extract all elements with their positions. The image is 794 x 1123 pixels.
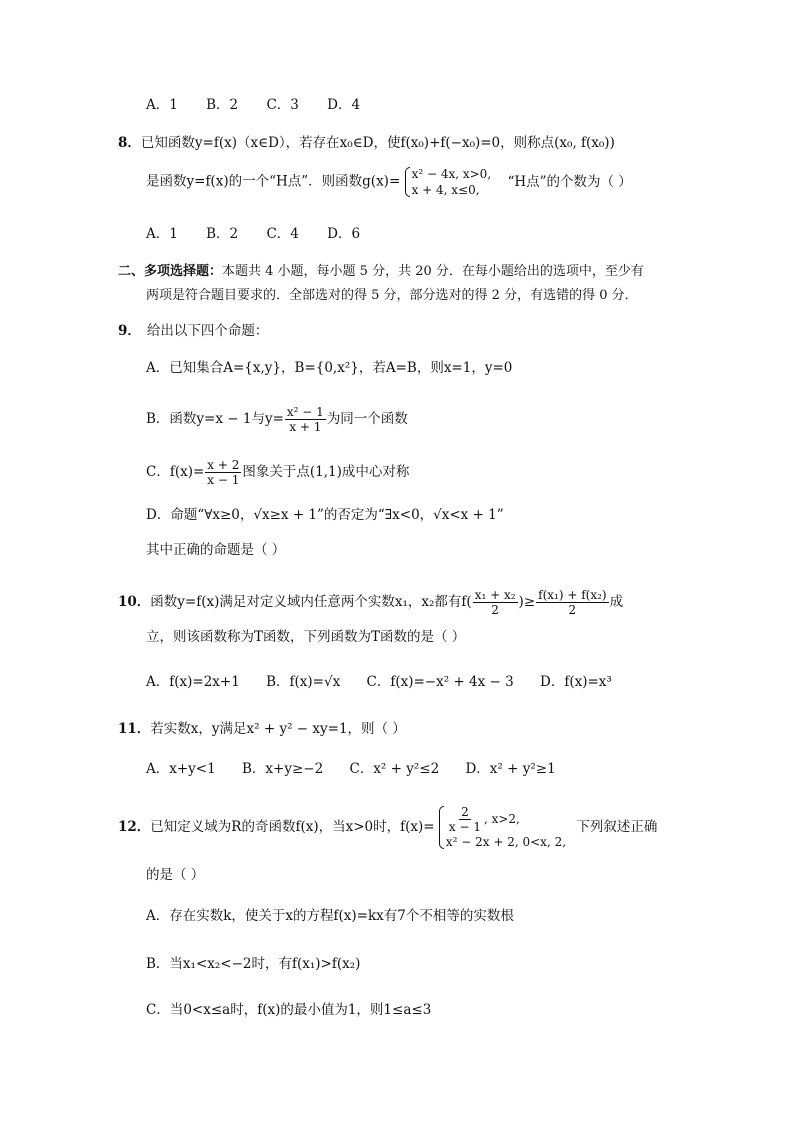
q12-line-1 [118, 805, 657, 850]
q8-piece-b: x + 4, x≤0, [411, 183, 480, 197]
q7-options [146, 96, 384, 114]
q10-rhs-numerator: f(x₁) + f(x₂) [538, 588, 607, 602]
q8-piece-a: x² − 4x, x>0, [411, 167, 492, 181]
q8-option-c: C．4 [266, 226, 299, 242]
q8-options [146, 225, 384, 243]
q11-option-b: B．x+y≥−2 [242, 761, 324, 777]
q9-option-b-start: B．函数y=x − 1与y= [146, 411, 284, 427]
section2-line-1 [118, 263, 644, 281]
q11-number: 11． [118, 721, 151, 737]
q9-option-a-text: A．已知集合A={x,y}，B={0,x²}，若A=B，则x=1，y=0 [146, 360, 513, 376]
q9-option-c-fraction [205, 458, 241, 487]
q12-number: 12． [118, 819, 151, 835]
q9-tail [146, 541, 285, 559]
q10-stem-line-2: 立，则该函数称为T函数，下列函数为T函数的是（ ） [146, 629, 466, 645]
q12-option-c [146, 1001, 431, 1019]
q11-option-d: D．x² + y²≥1 [465, 761, 556, 777]
q8-option-a: A．1 [146, 226, 178, 242]
q10-line-2 [146, 628, 465, 646]
q12-line-2 [146, 866, 204, 884]
q7-option-c: C．3 [266, 97, 299, 113]
section2-instructions-1: 本题共 4 小题，每小题 5 分，共 20 分．在每小题给出的选项中，至少有 [222, 264, 644, 279]
q8-stem-line-2: 是函数y=f(x)的一个“H点”．则函数g(x)= [146, 173, 401, 190]
q11-stem-line [118, 720, 406, 738]
q9-option-d-text: D．命题“∀x≥0，√x≥x + 1”的否定为“∃x<0，√x<x + 1” [146, 507, 504, 523]
q9-option-c [146, 458, 409, 487]
q8-stem-line-2-end: “H点”的个数为（ ） [507, 173, 632, 190]
q10-stem-start: 函数y=f(x)满足对定义域内任意两个实数x₁，x₂都有f( [150, 594, 472, 610]
q10-options [146, 673, 612, 691]
q12-option-a-text: A．存在实数k，使关于x的方程f(x)=kx有7个不相等的实数根 [146, 908, 514, 924]
q8-option-d: D．6 [327, 226, 361, 242]
q10-inequality: )≥ [518, 594, 536, 610]
q12-stem-end: 下列叙述正确 [576, 819, 658, 835]
q9-stem: 给出以下四个命题： [146, 323, 269, 339]
q8-number: 8． [118, 135, 141, 151]
q9-option-a [146, 359, 512, 377]
q10-stem-end: 成 [609, 594, 624, 610]
q12-option-c-text: C．当0<x≤a时，f(x)的最小值为1，则1≤a≤3 [146, 1002, 432, 1018]
q9-option-c-numerator: x + 2 [207, 458, 240, 472]
q9-option-b [146, 405, 408, 434]
q9-option-d [146, 506, 504, 524]
q12-stem-line-2: 的是（ ） [146, 867, 205, 883]
q9-option-c-start: C．f(x)= [146, 464, 205, 480]
q12-stem-start: 已知定义域为R的奇函数f(x)，当x>0时，f(x)= [150, 819, 435, 835]
q12-option-b [146, 955, 360, 973]
q10-lhs-fraction [473, 588, 518, 617]
q12-piece-a-fraction [447, 805, 483, 834]
q12-piece-b: x² − 2x + 2, 0<x, 2, [445, 835, 567, 849]
q11-options [146, 760, 556, 778]
section2-instructions-2: 两项是符合题目要求的．全部选对的得 5 分，部分选对的得 2 分，有选错的得 0 分． [146, 288, 638, 303]
q9-tail-text: 其中正确的命题是（ ） [146, 542, 286, 558]
q8-stem-line-1: 已知函数y=f(x)（x∈D），若存在x₀∈D，使f(x₀)+f(−x₀)=0，则称点(x₀, f(x₀)) [140, 135, 615, 151]
q10-rhs-denominator: 2 [568, 603, 577, 617]
q7-option-d: D．4 [327, 97, 361, 113]
q7-option-b: B．2 [206, 97, 239, 113]
q8-line-2 [146, 166, 632, 198]
q11-option-c: C．x² + y²≤2 [349, 761, 440, 777]
q8-line-1 [118, 134, 615, 152]
q9-number: 9． [118, 323, 141, 339]
q8-option-b: B．2 [206, 226, 239, 242]
q11-option-a: A．x+y<1 [146, 761, 216, 777]
q11-stem: 若实数x，y满足x² + y² − xy=1，则（ ） [150, 721, 406, 737]
q10-option-d: D．f(x)=x³ [540, 674, 612, 690]
q12-option-a [146, 907, 514, 925]
section2-heading: 二、多项选择题： [118, 264, 223, 279]
q12-piecewise [439, 805, 566, 850]
q12-piece-a-denominator: x − 1 [448, 820, 481, 834]
q10-option-a: A．f(x)=2x+1 [146, 674, 240, 690]
q9-option-b-fraction [285, 405, 326, 434]
q10-option-c: C．f(x)=−x² + 4x − 3 [366, 674, 514, 690]
q9-option-c-denominator: x − 1 [207, 473, 240, 487]
section2-line-2 [146, 287, 638, 305]
q10-lhs-numerator: x₁ + x₂ [474, 588, 516, 602]
q9-option-b-numerator: x² − 1 [286, 405, 324, 419]
q10-rhs-fraction [536, 588, 608, 617]
q12-piece-a [446, 805, 566, 834]
q8-piecewise [405, 166, 492, 198]
q10-option-b: B．f(x)=√x [266, 674, 341, 690]
q12-option-b-text: B．当x₁<x₂<−2时，有f(x₁)>f(x₂) [146, 956, 361, 972]
q10-line-1 [118, 588, 623, 617]
q7-option-a: A．1 [146, 97, 178, 113]
q10-number: 10． [118, 594, 151, 610]
q9-option-c-end: 图象关于点(1,1)成中心对称 [242, 464, 410, 480]
q12-piece-a-condition: , x>2, [483, 812, 520, 826]
q9-option-b-end: 为同一个函数 [326, 411, 408, 427]
q9-option-b-denominator: x + 1 [289, 420, 322, 434]
q10-lhs-denominator: 2 [491, 603, 499, 617]
q12-piece-a-numerator: 2 [461, 805, 469, 819]
q9-stem-line [118, 322, 268, 340]
